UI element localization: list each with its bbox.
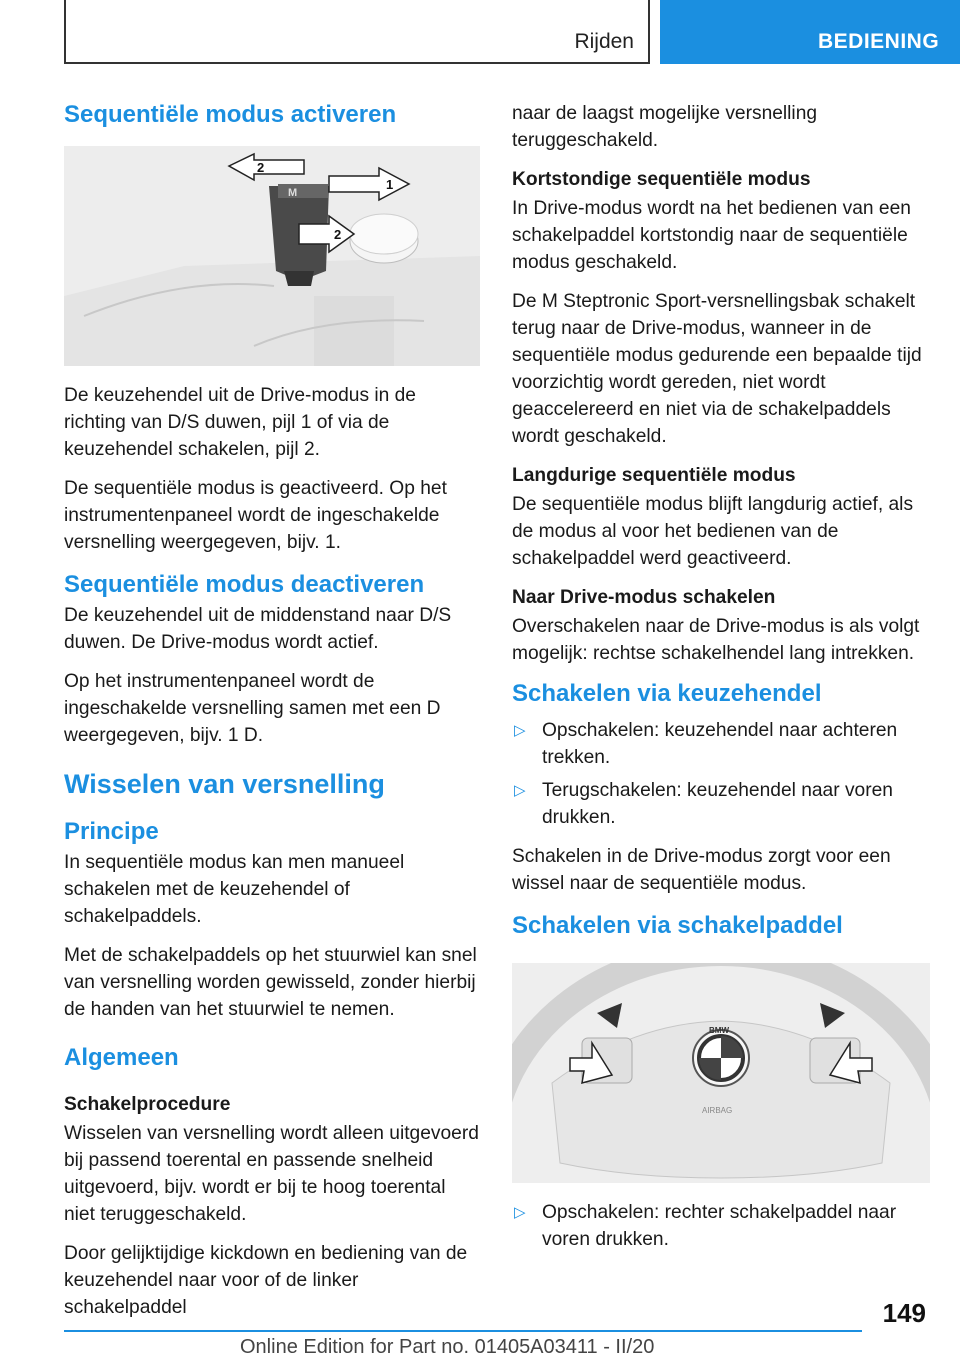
heading-schakelprocedure: Schakelprocedure [64,1094,231,1115]
paragraph-keuzehendel: Schakelen in de Drive-modus zorgt voor een wissel naar de sequentiële modus. [512,846,891,894]
triangle-bullet-icon: ▷ [514,722,526,739]
footer-divider [64,1330,862,1332]
list-schakelpaddel [512,1199,930,1253]
paragraph-kortstondig-1: In Drive-modus wordt na het bedienen van een schakelpaddel kortstondig naar de sequentiële modus geschakeld. [512,198,911,273]
paragraph-activate-1: De keuzehendel uit de Drive-modus in de richting van D/S duwen, pijl 1 of via de keuzehendel schakelen, pijl 2. [64,385,416,460]
list-keuzehendel [512,717,930,831]
paragraph-principe-2: Met de schakelpaddels op het stuurwiel kan snel van versnelling worden gewisseld, zonder hierbij de handen van het stuurwiel te nemen. [64,945,477,1020]
footer-edition-text: Online Edition for Part no. 01405A03411 - II/20 [240,1336,655,1358]
heading-deactivate: Sequentiële modus deactiveren [64,571,425,598]
paragraph-drive-modus: Overschakelen naar de Drive-modus is als volgt mogelijk: rechtse schakelhendel lang intrekken. [512,616,920,664]
paragraph-activate-2: De sequentiële modus is geactiveerd. Op het instrumentenpaneel wordt de ingeschakelde versnelling weergegeven, bijv. 1. [64,478,447,553]
paragraph-kortstondig-2: De M Steptronic Sport-versnellingsbak schakelt terug naar de Drive-modus, wanneer in de sequentiële modus gedurende een bepaalde tijd voorzichtig wordt gereden, niet wordt geaccelereerd en niet via de schakelpaddels wordt geschakeld. [512,291,922,447]
shifter-illustration [64,146,480,366]
triangle-bullet-icon: ▷ [514,1204,526,1221]
header-section-box [64,0,650,64]
right-column [512,100,930,1265]
list-item: ▷ Opschakelen: rechter schakelpaddel naar voren drukken. [512,1199,930,1253]
paragraph-principe-1: In sequentiële modus kan men manueel schakelen met de keuzehendel of schakelpaddels. [64,852,405,927]
airbag-text: AIRBAG [702,1106,733,1115]
arrow-label-2-top: 2 [257,160,265,175]
heading-langdurig: Langdurige sequentiële modus [512,465,796,486]
steering-wheel-drawing [512,963,930,1183]
paragraph-continued: naar de laagst mogelijke versnelling teruggeschakeld. [512,103,818,151]
header-chapter-tab [660,0,960,64]
list-item: ▷ Terugschakelen: keuzehendel naar voren drukken. [512,777,930,831]
arrow-label-1: 1 [386,177,394,192]
heading-wisselen: Wisselen van versnelling [64,769,385,799]
heading-principe: Principe [64,818,159,845]
heading-drive-modus: Naar Drive-modus schakelen [512,587,776,608]
triangle-bullet-icon: ▷ [514,782,526,799]
paragraph-deactivate-2: Op het instrumentenpaneel wordt de ingeschakelde versnelling samen met een D weergegeven, bijv. 1 D. [64,671,441,746]
paragraph-deactivate-1: De keuzehendel uit de middenstand naar D/S duwen. De Drive-modus wordt actief. [64,605,452,653]
paragraph-procedure-2: Door gelijktijdige kickdown en bediening van de keuzehendel naar voor of de linker schakelpaddel [64,1243,468,1318]
heading-schakelpaddel: Schakelen via schakelpaddel [512,912,843,939]
heading-activate: Sequentiële modus activeren [64,101,397,128]
shifter-drawing [64,146,480,366]
bmw-badge-text: BMW [709,1026,729,1035]
heading-algemeen: Algemeen [64,1044,179,1071]
left-column [64,100,480,1333]
list-item: ▷ Opschakelen: keuzehendel naar achteren trekken. [512,717,930,771]
header-chapter-title: BEDIENING [818,30,940,53]
page-number: 149 [882,1298,926,1328]
heading-keuzehendel: Schakelen via keuzehendel [512,680,822,707]
header-section-title: Rijden [574,30,634,53]
paragraph-langdurig: De sequentiële modus blijft langdurig actief, als de modus al voor het bedienen van de schakelpaddel werd geactiveerd. [512,494,914,569]
heading-kortstondig: Kortstondige sequentiële modus [512,169,811,190]
arrow-label-2-bottom: 2 [334,227,342,242]
steering-wheel-illustration [512,963,930,1183]
shifter-m-logo: M [288,187,298,199]
paragraph-procedure-1: Wisselen van versnelling wordt alleen uitgevoerd bij passend toerental en passende snelheid uitgevoerd, bijv. wordt er bij te hoog toerental niet teruggeschakeld. [64,1123,479,1225]
